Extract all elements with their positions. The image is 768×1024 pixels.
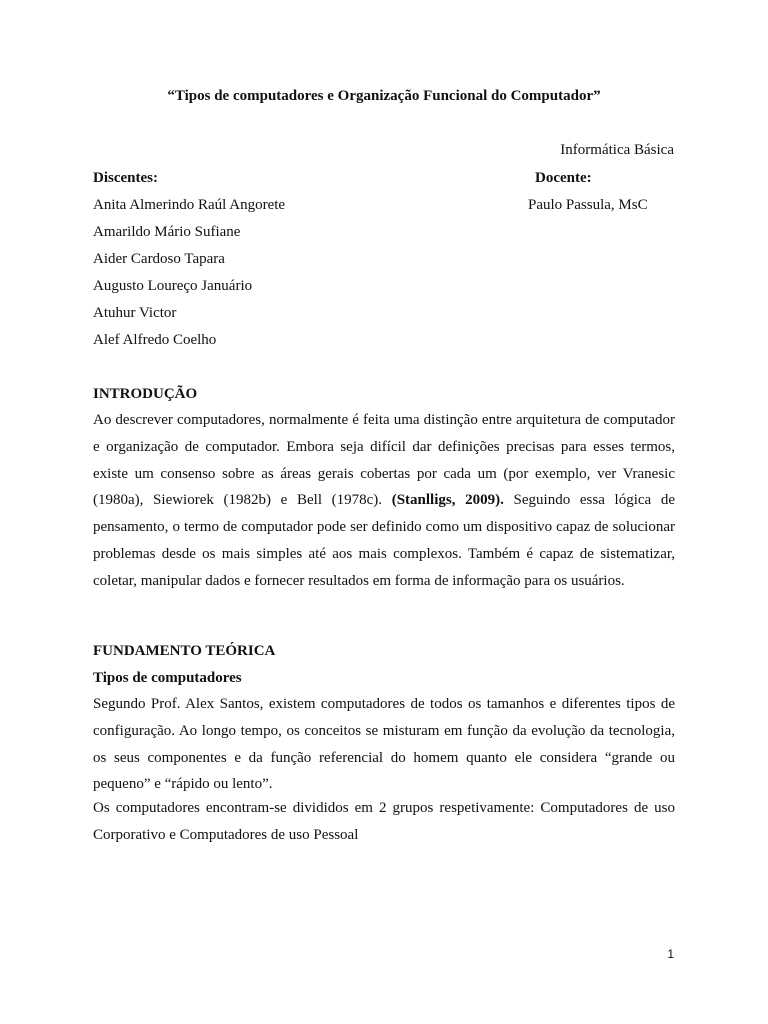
teacher-name: Paulo Passula, MsC bbox=[528, 197, 648, 213]
student-name: Augusto Loureço Januário bbox=[93, 278, 253, 294]
course-name: Informática Básica bbox=[560, 142, 674, 158]
theory-paragraph-1: Segundo Prof. Alex Santos, existem computadores de todos os tamanhos e diferentes tipos de configuração. Ao longo tempo, os conceitos se misturam em função da evolução da tecnologia, os seus componentes e da função referencial do homem quanto ele considera “grande ou pequeno” e “rápido ou lento”. bbox=[93, 696, 675, 793]
student-name: Atuhur Victor bbox=[93, 305, 177, 321]
student-name: Anita Almerindo Raúl Angorete bbox=[93, 197, 286, 213]
teacher-label: Docente: bbox=[535, 170, 592, 186]
students-label: Discentes: bbox=[93, 170, 158, 186]
intro-heading: INTRODUÇÃO bbox=[93, 386, 198, 402]
intro-text-part1: Ao descrever computadores, normalmente é feita uma distinção entre arquitetura de computador e organização de computador. Embora seja difícil dar definições precisas para esses termos, existe um consenso sobre as áreas gerais cobertas por cada um (por exemplo, ver Vranesic (1980a), Siewiorek (1982b) e Bell (1978c). bbox=[93, 412, 675, 509]
intro-citation: (Stanlligs, 2009). bbox=[391, 492, 504, 509]
document-title: “Tipos de computadores e Organização Funcional do Computador” bbox=[167, 88, 601, 104]
student-name: Aider Cardoso Tapara bbox=[93, 251, 225, 267]
theory-paragraph-2: Os computadores encontram-se divididos em 2 grupos respetivamente: Computadores de uso Corporativo e Computadores de uso Pessoal bbox=[93, 800, 675, 843]
intro-text-part2: Seguindo essa lógica de pensamento, o termo de computador pode ser definido como um dispositivo capaz de solucionar problemas desde os mais simples até aos mais complexos. Também é capaz de sistematizar, coletar, manipular dados e fornecer resultados em forma de informação para os usuários. bbox=[93, 492, 675, 589]
intro-paragraph bbox=[93, 407, 675, 595]
student-name: Alef Alfredo Coelho bbox=[93, 332, 217, 348]
theory-subheading: Tipos de computadores bbox=[93, 670, 242, 686]
student-name: Amarildo Mário Sufiane bbox=[93, 224, 241, 240]
page-number: 1 bbox=[667, 947, 674, 961]
theory-heading: FUNDAMENTO TEÓRICA bbox=[93, 643, 276, 659]
